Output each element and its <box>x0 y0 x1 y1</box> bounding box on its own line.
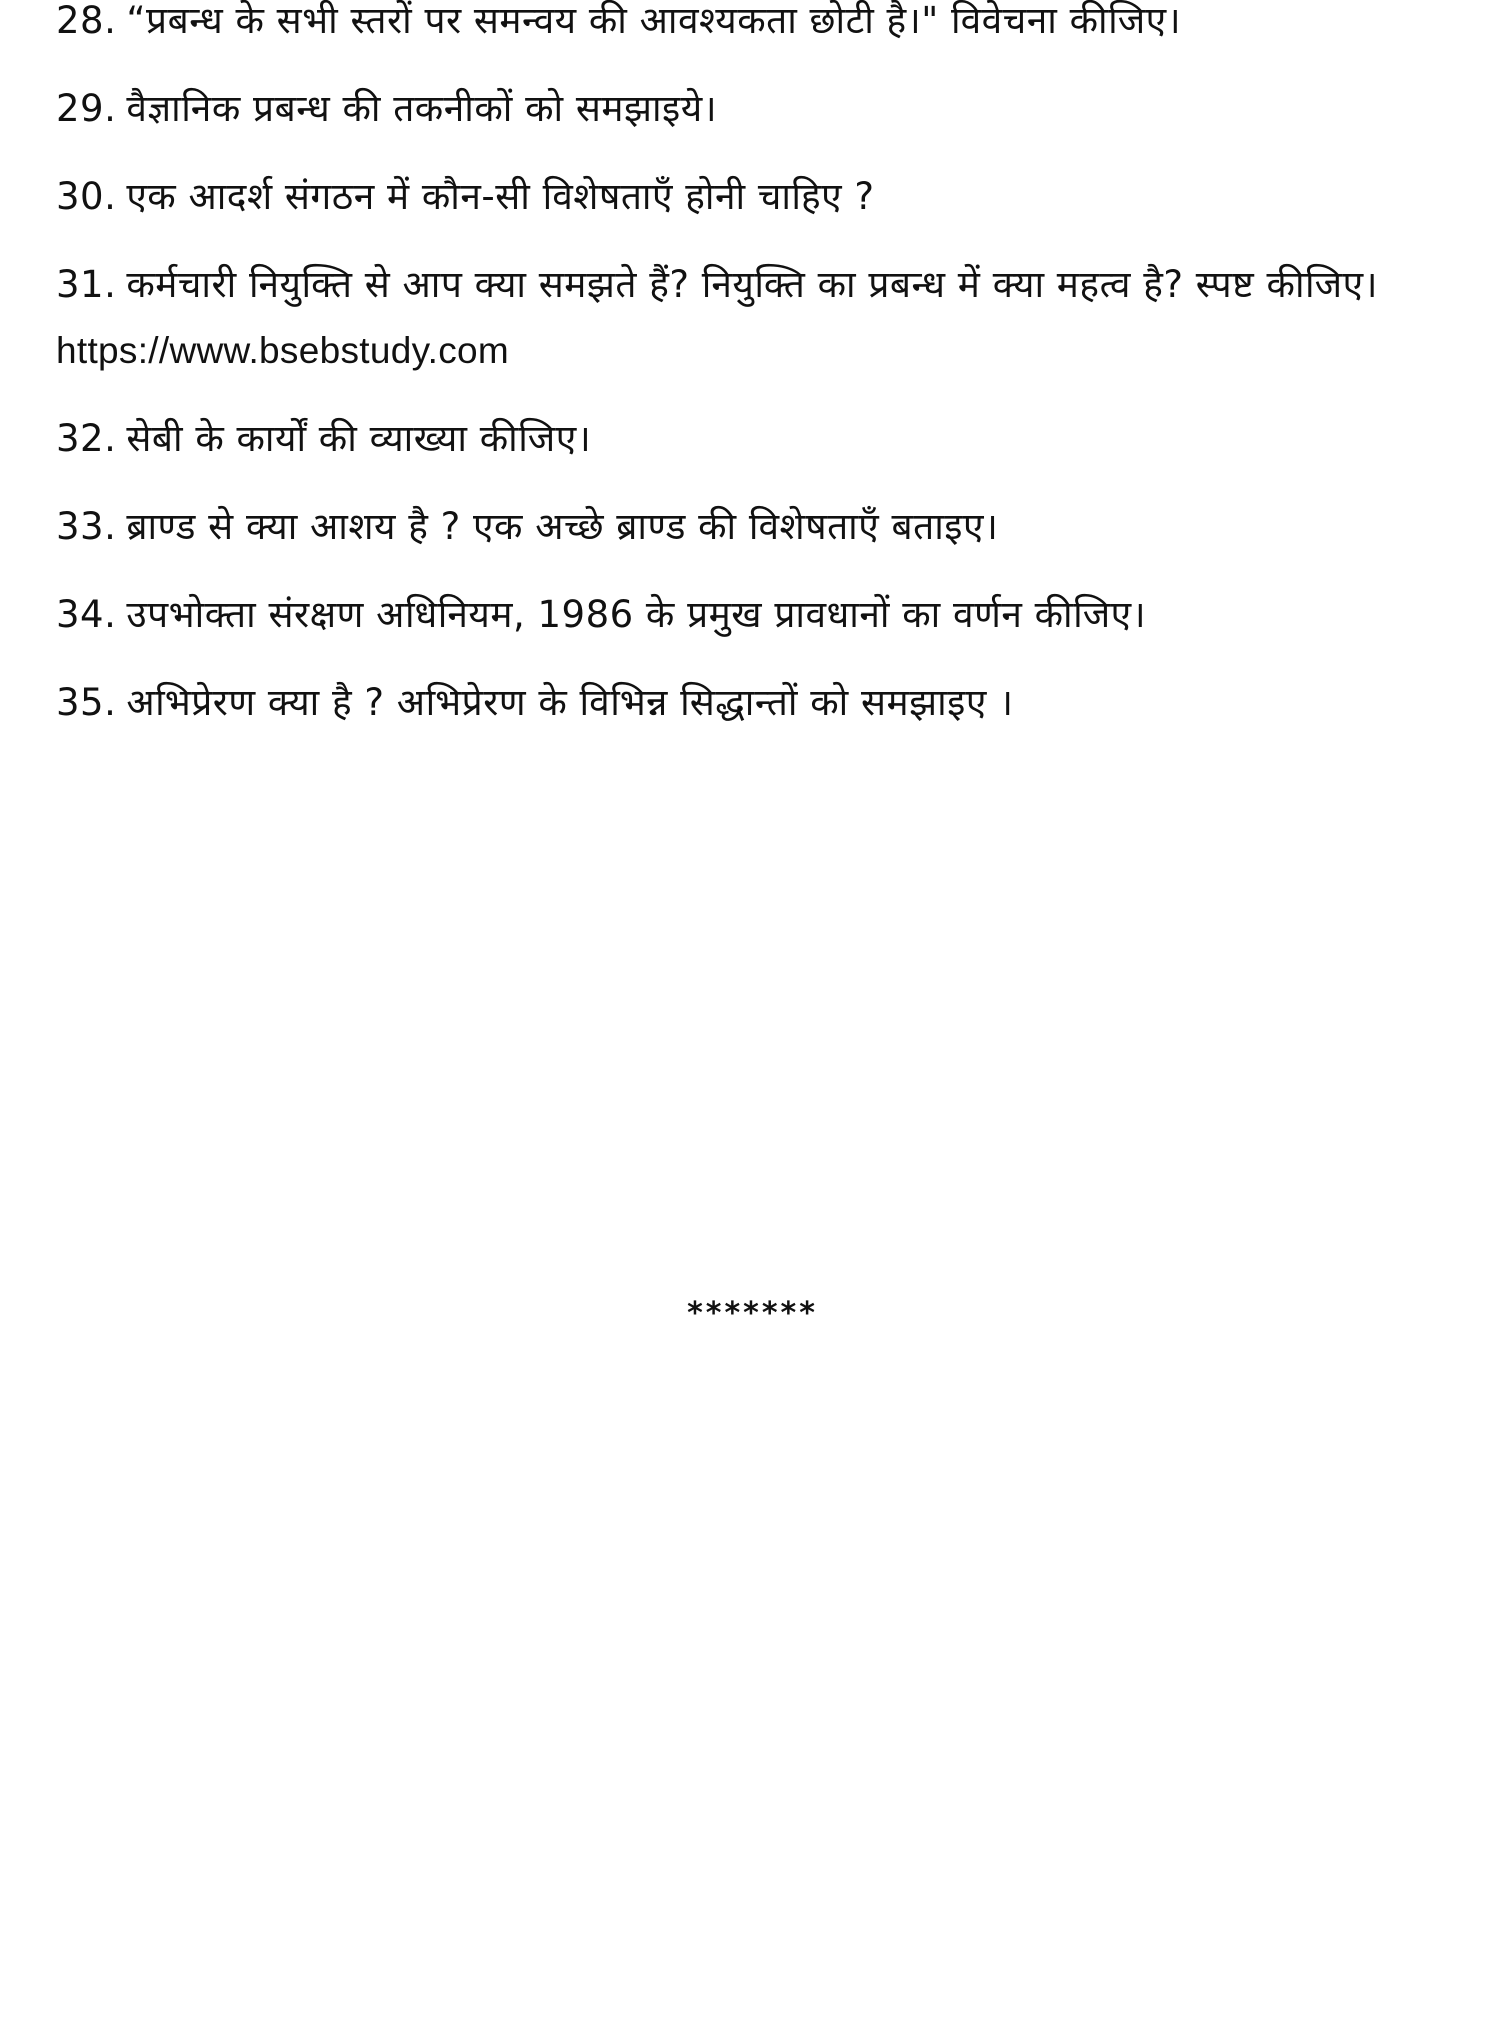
question-number: 35. <box>56 681 117 724</box>
question-text: ब्राण्ड से क्या आशय है ? एक अच्छे ब्राण्ड की विशेषताएँ बताइए। <box>126 505 999 548</box>
question-35 <box>56 670 1456 736</box>
question-number: 31. <box>56 263 117 306</box>
question-text: वैज्ञानिक प्रबन्ध की तकनीकों को समझाइये। <box>126 87 718 130</box>
question-30 <box>56 164 1456 230</box>
question-31 <box>56 252 1456 384</box>
question-28 <box>56 0 1456 54</box>
question-number: 34. <box>56 593 117 636</box>
question-text: एक आदर्श संगठन में कौन-सी विशेषताएँ होनी चाहिए ? <box>126 175 875 218</box>
question-29 <box>56 76 1456 142</box>
question-number: 29. <box>56 87 117 130</box>
end-of-document-mark: ******* <box>687 1296 818 1331</box>
question-text: सेबी के कार्यों की व्याख्या कीजिए। <box>126 417 592 460</box>
question-text: उपभोक्ता संरक्षण अधिनियम, 1986 के प्रमुख प्रावधानों का वर्णन कीजिए। <box>126 593 1147 636</box>
question-33 <box>56 494 1456 560</box>
question-text: अभिप्रेरण क्या है ? अभिप्रेरण के विभिन्न सिद्धान्तों को समझाइए । <box>126 681 1014 724</box>
question-list <box>56 0 1456 758</box>
question-number: 33. <box>56 505 117 548</box>
question-number: 32. <box>56 417 117 460</box>
question-number: 30. <box>56 175 117 218</box>
question-32 <box>56 406 1456 472</box>
question-text: कर्मचारी नियुक्ति से आप क्या समझते हैं? नियुक्ति का प्रबन्ध में क्या महत्व है? स्पष्ट कीजिए। <box>126 263 1379 306</box>
website-link[interactable]: https://www.bsebstudy.com <box>56 330 510 371</box>
question-text: “प्रबन्ध के सभी स्तरों पर समन्वय की आवश्यकता छोटी है।" विवेचना कीजिए। <box>126 0 1182 42</box>
question-34 <box>56 582 1456 648</box>
question-number: 28. <box>56 0 117 42</box>
